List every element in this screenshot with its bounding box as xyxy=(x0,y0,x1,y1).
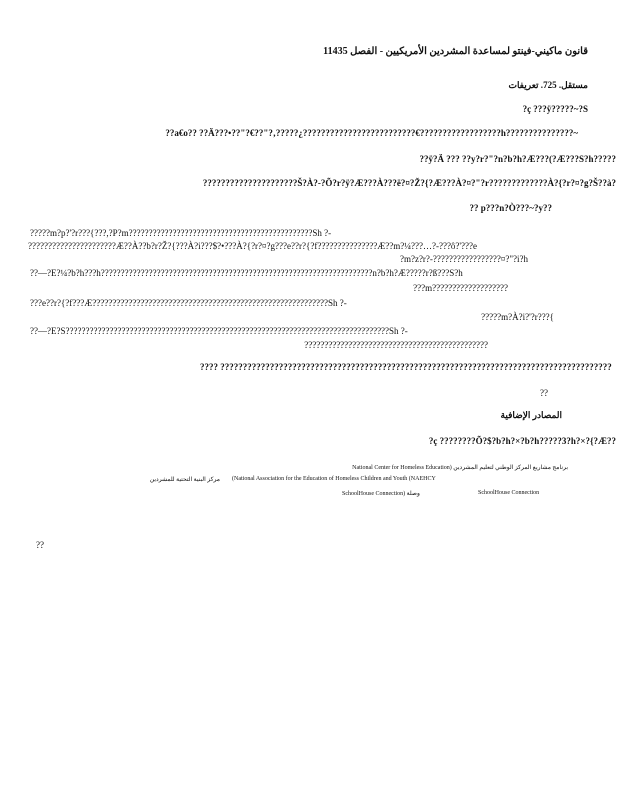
footer-note: ?? xyxy=(36,540,44,550)
body-line: ??ÿ?Ä ??? ??y?r?"?n?b?h?Æ???(?Æ???S?h????? xyxy=(419,154,616,164)
reference-schoolhouse-a: SchoolHouse Connection) وصلة xyxy=(342,491,420,497)
reference-left: برنامج مشاريع المركز الوطني لتعليم المشردين (National Center for Homeless Education xyxy=(352,465,568,471)
body-line: ???m??????????????????? xyxy=(413,283,508,293)
resources-line: ?ç ????????Õ?$?b?h?×?b?h?????3?h?×?{?Æ?? xyxy=(428,436,616,446)
body-line: ?m?z?r?-?????????????????¤?"?i?h xyxy=(399,254,528,264)
body-line: ?????????????????????????????????????????????? xyxy=(304,340,488,350)
reference-middle: (National Association for the Education of Homeless Children and Youth (NAEHCY xyxy=(232,476,436,482)
body-line: ??????????????????????Æ??À??b?r?Ž?{???À?i???$?•???À?{?r?¤?g???e??r?{?f???????????????Æ??m?¼???…?-???ô?'???e xyxy=(28,241,478,251)
body-line: ??—?E?¼?b?h???h????????????????????????????????????????????????????????????????????n?b?h?Æ?????r?ß???S?h xyxy=(30,268,463,278)
body-line: ?????????????????????Š?À?-?Õ?r?ÿ?Æ???À???ë?¤?Ž?{?Æ???À?¤?"?r?????????????À?{?r?¤?g?Š??à? xyxy=(202,178,616,188)
body-heading: ?ç ???ÿ?????~?S xyxy=(522,104,588,114)
body-line: ?? p???n?Ò???~?y?? xyxy=(469,203,552,213)
body-line: ???e??r?{?f???Æ???????????????????????????????????????????????????????????Sh ?- xyxy=(30,298,347,308)
body-line: ??—?E?S?????????????????????????????????????????????????????????????????????????????????Sh ?- xyxy=(30,326,408,336)
law-title: قانون ماكيني-فينتو لمساعدة المشردين الأمريكيين - الفصل 11435 xyxy=(323,46,588,57)
reference-right: مركز البنية التحتية للمشردين xyxy=(149,477,220,483)
section-title: مستقل. 725. تعريفات xyxy=(508,80,588,90)
body-line: ???? ??????????????????????????????????????????????????????????????????????????????????????? xyxy=(200,362,612,372)
body-line: ??a€o?? ??Ä???•??"?€??"?‚?????¿?????????????????????????€??????????????????h???????????????~ xyxy=(165,128,578,138)
reference-schoolhouse-b: SchoolHouse Connection xyxy=(478,490,540,496)
body-line: ?????m?À?i?'?r???{ xyxy=(481,312,554,322)
body-line: ?????m?p?'?r???{???,?P?m??????????????????????????????????????????????Sh ?- xyxy=(30,228,332,238)
body-line: ?? xyxy=(540,388,548,398)
resources-heading: المصادر الإضافية xyxy=(500,410,562,420)
